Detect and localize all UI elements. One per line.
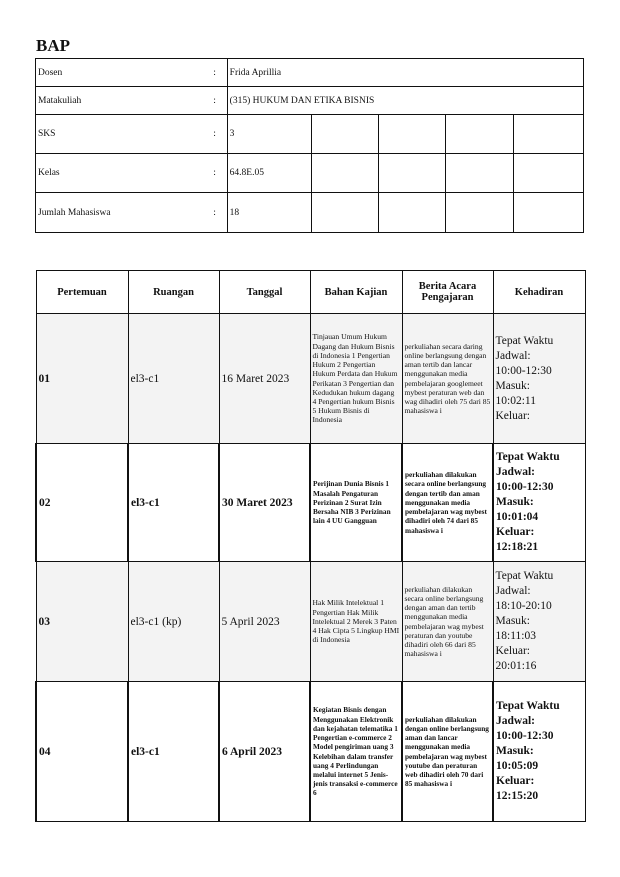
kehadiran-masuk: 18:11:03 [495, 630, 536, 642]
colon: : [205, 115, 227, 154]
ruangan-cell: el3-c1 [128, 682, 219, 822]
table-row [36, 682, 585, 822]
tanggal-cell: 5 April 2023 [219, 562, 310, 682]
kehadiran-jadwal: 10:00-12:30 [496, 481, 554, 493]
empty-cell [514, 115, 584, 154]
info-row-sks [36, 115, 584, 154]
kehadiran-jadwal-label: Jadwal: [495, 349, 531, 362]
bahan-kajian-cell: Kegiatan Bisnis dengan Menggunakan Elektronik dan kejahatan telematika 1 Pengertian e-commerce 2 Model pengiriman uang 3 Kelebihan dalam transfer uang 4 Perlindungan melalui internet 5 Jenis-jenis transaksi e-commerce 6 [310, 682, 402, 822]
kehadiran-jadwal: 10:00-12:30 [495, 364, 552, 377]
colon: : [205, 193, 227, 233]
sks-label: SKS [36, 115, 206, 154]
colon: : [205, 87, 227, 115]
attendance-table [35, 270, 586, 822]
kelas-value: 64.8E.05 [227, 154, 311, 193]
header-berita-acara: Berita Acara Pengajaran [402, 271, 493, 314]
pertemuan-cell: 04 [36, 682, 128, 822]
table-row [36, 314, 585, 444]
table-row [36, 562, 585, 682]
pertemuan-cell: 01 [36, 314, 128, 444]
header-kehadiran: Kehadiran [493, 271, 585, 314]
kehadiran-status: Tepat Waktu [495, 570, 554, 582]
kehadiran-masuk: 10:05:09 [496, 760, 539, 772]
berita-acara-cell: perkuliahan secara daring online berlangsung dengan aman tertib dan lancar menggunakan media pembelajaran googlemeet mybest peraturan web dan wag dihadiri oleh 75 dari 85 mahasiswa i [402, 314, 493, 444]
empty-cell [311, 193, 379, 233]
header-bahan-kajian: Bahan Kajian [310, 271, 402, 314]
berita-acara-cell: perkuliahan dilakukan secara online berlangsung dengan aman dan tertib menggunakan media pembelajaran wag mybest peraturan dan youtube dihadiri oleh 66 dari 85 mahasiswa i [402, 562, 493, 682]
empty-cell [379, 154, 446, 193]
bahan-kajian-cell: Perijinan Dunia Bisnis 1 Masalah Pengaturan Perizinan 2 Surat Izin Bersaha NIB 3 Perizinan lain 4 UU Gangguan [310, 444, 402, 562]
kelas-label: Kelas [36, 154, 206, 193]
info-row-jumlah [36, 193, 584, 233]
empty-cell [446, 115, 514, 154]
kehadiran-keluar-label: Keluar: [495, 645, 530, 657]
kehadiran-status: Tepat Waktu [496, 451, 560, 463]
kehadiran-masuk-label: Masuk: [495, 379, 530, 392]
jumlah-value: 18 [227, 193, 311, 233]
colon: : [205, 154, 227, 193]
empty-cell [514, 154, 584, 193]
kehadiran-jadwal-label: Jadwal: [496, 715, 535, 727]
empty-cell [446, 193, 514, 233]
kehadiran-cell [493, 444, 585, 562]
kehadiran-masuk-label: Masuk: [495, 615, 530, 627]
empty-cell [379, 115, 446, 154]
berita-acara-cell: perkuliahan dilakukan dengan online berlangsung aman dan lancar menggunakan media pembelajaran wag mybest youtube dan peraturan web dihadiri oleh 70 dari 85 mahasiswa i [402, 682, 493, 822]
kehadiran-keluar: 20:01:16 [495, 660, 537, 672]
kehadiran-masuk-label: Masuk: [496, 745, 534, 757]
header-pertemuan: Pertemuan [36, 271, 128, 314]
matakuliah-label: Matakuliah [36, 87, 206, 115]
kehadiran-cell [493, 562, 585, 682]
kehadiran-keluar-label: Keluar: [496, 775, 535, 787]
empty-cell [446, 154, 514, 193]
empty-cell [514, 193, 584, 233]
ruangan-cell: el3-c1 (kp) [128, 562, 219, 682]
ruangan-cell: el3-c1 [128, 314, 219, 444]
kehadiran-jadwal-label: Jadwal: [495, 585, 531, 597]
table-header-row [36, 271, 585, 314]
kehadiran-masuk: 10:02:11 [495, 394, 536, 407]
kehadiran-keluar-label: Keluar: [495, 409, 530, 422]
kehadiran-jadwal-label: Jadwal: [496, 466, 535, 478]
berita-acara-cell: perkuliahan dilakukan secara online berlangsung dengan tertib dan aman menggunakan media pembelajaran wag mybest dihadiri oleh 74 dari 85 mahasiswa i [402, 444, 493, 562]
dosen-label: Dosen [36, 59, 206, 87]
kehadiran-jadwal: 18:10-20:10 [495, 600, 552, 612]
info-row-matakuliah [36, 87, 584, 115]
header-tanggal: Tanggal [219, 271, 310, 314]
info-row-kelas [36, 154, 584, 193]
jumlah-label: Jumlah Mahasiswa [36, 193, 206, 233]
kehadiran-masuk: 10:01:04 [496, 511, 539, 523]
pertemuan-cell: 03 [36, 562, 128, 682]
kehadiran-keluar-label: Keluar: [496, 526, 535, 538]
pertemuan-cell: 02 [36, 444, 128, 562]
empty-cell [311, 115, 379, 154]
kehadiran-masuk-label: Masuk: [496, 496, 534, 508]
header-ruangan: Ruangan [128, 271, 219, 314]
dosen-value: Frida Aprillia [227, 59, 583, 87]
sks-value: 3 [227, 115, 311, 154]
kehadiran-status: Tepat Waktu [495, 334, 554, 347]
table-row [36, 444, 585, 562]
kehadiran-cell [493, 682, 585, 822]
empty-cell [311, 154, 379, 193]
bahan-kajian-cell: Tinjauan Umum Hukum Dagang dan Hukum Bisnis di Indonesia 1 Pengertian Hukum 2 Pengertian Hukum Perdata dan Hukum Perikatan 3 Pengertian dan Kedudukan hukum dagang 4 Pengertian hukum Bisnis 5 Hukum Bisnis di Indonesia [310, 314, 402, 444]
matakuliah-value: (315) HUKUM DAN ETIKA BISNIS [227, 87, 583, 115]
tanggal-cell: 16 Maret 2023 [219, 314, 310, 444]
kehadiran-jadwal: 10:00-12:30 [496, 730, 554, 742]
kehadiran-keluar: 12:15:20 [496, 790, 539, 802]
tanggal-cell: 30 Maret 2023 [219, 444, 310, 562]
bahan-kajian-cell: Hak Milik Intelektual 1 Pengertian Hak Milik Intelektual 2 Merek 3 Paten 4 Hak Cipta 5 Lingkup HMI di Indonesia [310, 562, 402, 682]
kehadiran-status: Tepat Waktu [496, 700, 560, 712]
kehadiran-cell [493, 314, 585, 444]
ruangan-cell: el3-c1 [128, 444, 219, 562]
tanggal-cell: 6 April 2023 [219, 682, 310, 822]
colon: : [205, 59, 227, 87]
empty-cell [379, 193, 446, 233]
kehadiran-keluar: 12:18:21 [496, 541, 539, 553]
page-title: BAP [36, 36, 70, 55]
info-table [35, 58, 584, 233]
info-row-dosen [36, 59, 584, 87]
